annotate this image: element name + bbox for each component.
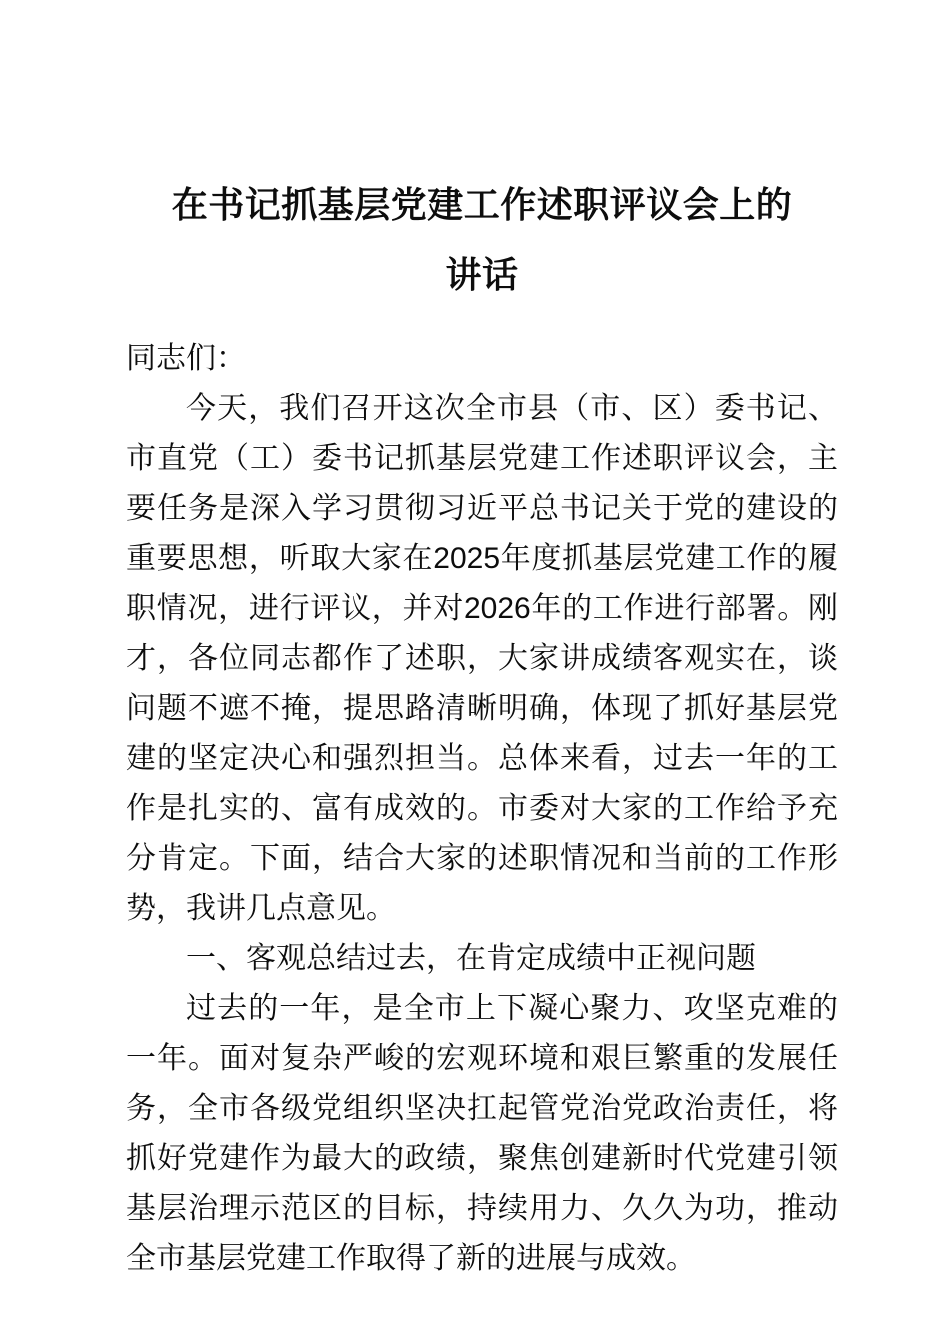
document-title-line-2: 讲话 (445, 254, 519, 295)
salutation: 同志们： (126, 342, 246, 375)
document-body (126, 0, 838, 1284)
body-paragraph: 过去的一年，是全市上下凝心聚力、攻坚克难的一年。面对复杂严峻的宏观环境和艰巨繁重的发展任务，全市各级党组织坚决扛起管党治党政治责任，将抓好党建作为最大的政绩，聚焦创建新时代党建引领基层治理示范区的目标，持续用力、久久为功，推动全市基层党建工作取得了新的进展与成效。 (126, 992, 838, 1275)
document-title-line-1: 在书记抓基层党建工作述职评议会上的 (171, 184, 793, 225)
section-heading: 一、客观总结过去，在肯定成绩中正视问题 (186, 942, 756, 975)
document-title (126, 0, 838, 310)
body-paragraph: 今天，我们召开这次全市县（市、区）委书记、市直党（工）委书记抓基层党建工作述职评议会，主要任务是深入学习贯彻习近平总书记关于党的建设的重要思想，听取大家在2025年度抓基层党建工作的履职情况，进行评议，并对2026年的工作进行部署。刚才，各位同志都作了述职，大家讲成绩客观实在，谈问题不遮不掩，提思路清晰明确，体现了抓好基层党建的坚定决心和强烈担当。总体来看，过去一年的工作是扎实的、富有成效的。市委对大家的工作给予充分肯定。下面，结合大家的述职情况和当前的工作形势，我讲几点意见。 (126, 392, 838, 925)
